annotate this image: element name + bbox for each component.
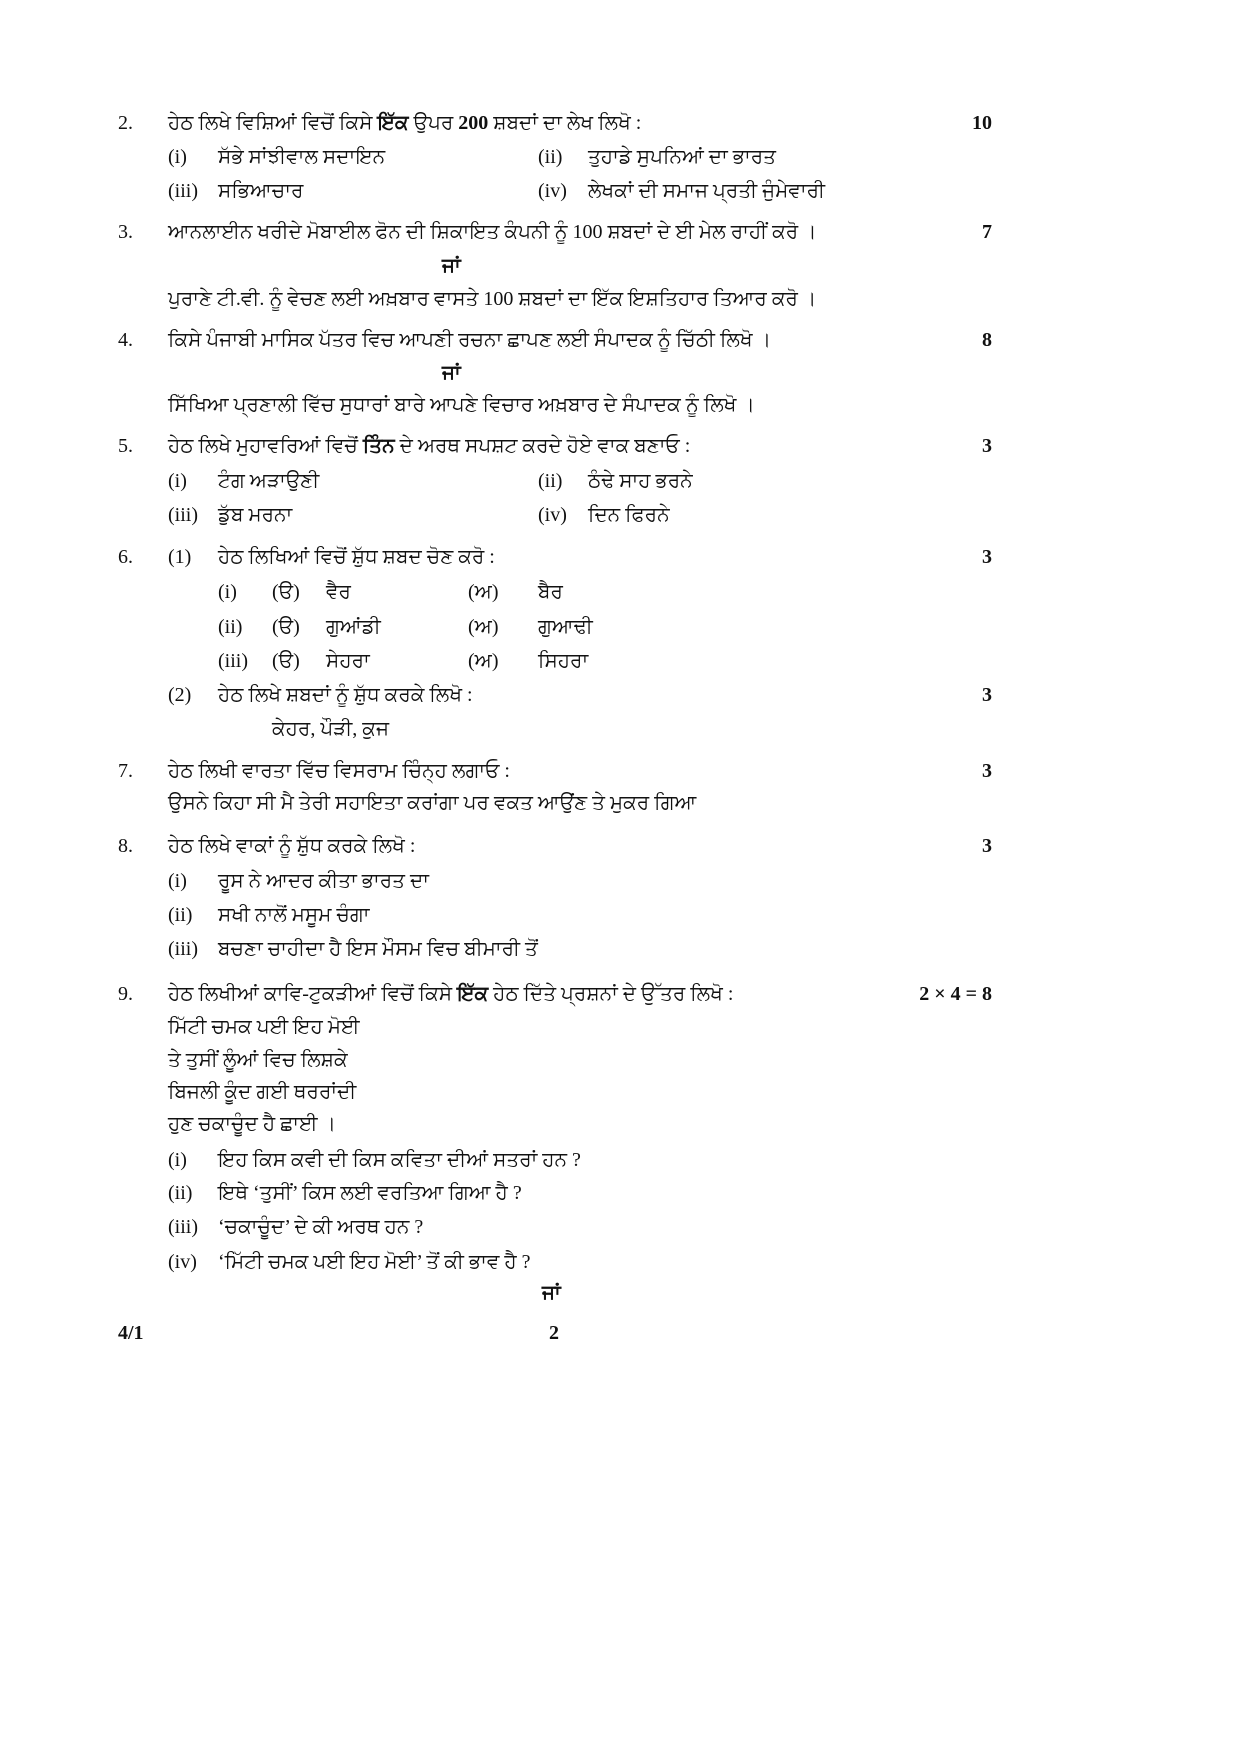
subquestion-label: (ii) <box>168 1182 193 1204</box>
choice-label: (ਅ) <box>468 581 499 603</box>
question-text: ਕਿਸੇ ਪੰਜਾਬੀ ਮਾਸਿਕ ਪੱਤਰ ਵਿਚ ਆਪਣੀ ਰਚਨਾ ਛਾਪਣ ਲਈ ਸੰਪਾਦਕ ਨੂੰ ਚਿੱਠੀ ਲਿਖੋ । <box>168 329 772 351</box>
text: ਸ਼ਬਦਾਂ ਦਾ ਲੇਖ ਲਿਖੋ : <box>488 112 642 134</box>
question-text: ਹੇਠ ਲਿਖੀ ਵਾਰਤਾ ਵਿੱਚ ਵਿਸਰਾਮ ਚਿੰਨ੍ਹ ਲਗਾਓ : <box>168 760 510 782</box>
subquestion-text: ‘ਚਕਾਚੂੰਦ’ ਦੇ ਕੀ ਅਰਥ ਹਨ ? <box>218 1216 424 1238</box>
option-text: ਲੇਖਕਾਂ ਦੀ ਸਮਾਜ ਪ੍ਰਤੀ ਜੁੰਮੇਵਾਰੀ <box>588 180 826 202</box>
choice-text: ਵੈਰ <box>326 581 351 603</box>
choice-text: ਸੇਹਰਾ <box>326 650 370 672</box>
marks: 7 <box>982 221 992 243</box>
or-label: ਜਾਂ <box>442 362 461 384</box>
item-text: ਰੂਸ ਨੇ ਆਦਰ ਕੀਤਾ ਭਾਰਤ ਦਾ <box>218 870 429 892</box>
emphasis: ਤਿੰਨ <box>362 435 395 457</box>
text: ਹੇਠ ਦਿੱਤੇ ਪ੍ਰਸ਼ਨਾਂ ਦੇ ਉੱਤਰ ਲਿਖੋ : <box>488 983 734 1005</box>
marks: 3 <box>982 684 992 706</box>
question-number: 6. <box>118 546 133 568</box>
marks: 8 <box>982 329 992 351</box>
text: ਉਪਰ <box>408 112 459 134</box>
question-text: ਹੇਠ ਲਿਖੇ ਵਾਕਾਂ ਨੂੰ ਸ਼ੁੱਧ ਕਰਕੇ ਲਿਖੋ : <box>168 835 416 857</box>
option-label: (iv) <box>538 180 567 202</box>
choice-text: ਸਿਹਰਾ <box>538 650 589 672</box>
row-label: (iii) <box>218 650 248 672</box>
emphasis: ਇੱਕ <box>457 983 489 1005</box>
option-text: ਤੁਹਾਡੇ ਸੁਪਨਿਆਂ ਦਾ ਭਾਰਤ <box>588 146 776 168</box>
option-label: (iv) <box>538 504 567 526</box>
marks: 3 <box>982 835 992 857</box>
row-label: (i) <box>218 581 237 603</box>
question-number: 3. <box>118 221 133 243</box>
option-text: ਡੁੱਬ ਮਰਨਾ <box>218 504 293 526</box>
text: ਹੇਠ ਲਿਖੇ ਵਿਸ਼ਿਆਂ ਵਿਚੋਂ ਕਿਸੇ <box>168 112 378 134</box>
choice-label: (ਅ) <box>468 650 499 672</box>
option-text: ਸਭਿਆਚਾਰ <box>218 180 304 202</box>
item-text: ਬਚਣਾ ਚਾਹੀਦਾ ਹੈ ਇਸ ਮੌਸਮ ਵਿਚ ਬੀਮਾਰੀ ਤੋਂ <box>218 938 538 960</box>
item-label: (i) <box>168 870 187 892</box>
subquestion-label: (i) <box>168 1149 187 1171</box>
marks: 3 <box>982 546 992 568</box>
question-number: 4. <box>118 329 133 351</box>
question-text <box>168 982 733 1006</box>
option-text: ਟੰਗ ਅੜਾਉਣੀ <box>218 470 320 492</box>
option-label: (i) <box>168 146 187 168</box>
part-label: (1) <box>168 546 192 568</box>
part-text: ਹੇਠ ਲਿਖੇ ਸ਼ਬਦਾਂ ਨੂੰ ਸ਼ੁੱਧ ਕਰਕੇ ਲਿਖੋ : <box>218 684 473 706</box>
marks: 10 <box>972 112 992 134</box>
emphasis: 200 <box>458 112 489 134</box>
question-text: ਆਨਲਾਈਨ ਖਰੀਦੇ ਮੋਬਾਈਲ ਫੋਨ ਦੀ ਸ਼ਿਕਾਇਤ ਕੰਪਨੀ ਨੂੰ 100 ਸ਼ਬਦਾਂ ਦੇ ਈ ਮੇਲ ਰਾਹੀਂ ਕਰੋ । <box>168 221 817 243</box>
poem-line: ਤੇ ਤੁਸੀਂ ਲੂੰਆਂ ਵਿਚ ਲਿਸ਼ਕੇ <box>168 1049 348 1071</box>
option-text: ਦਿਨ ਫਿਰਨੇ <box>588 504 670 526</box>
question-number: 2. <box>118 112 133 134</box>
item-label: (ii) <box>168 904 193 926</box>
subquestion-label: (iii) <box>168 1216 198 1238</box>
marks: 2 × 4 = 8 <box>919 983 992 1005</box>
text: ਦੇ ਅਰਥ ਸਪਸ਼ਟ ਕਰਦੇ ਹੋਏ ਵਾਕ ਬਣਾਓ : <box>394 435 691 457</box>
marks: 3 <box>982 760 992 782</box>
option-label: (iii) <box>168 504 198 526</box>
passage: ਉਸਨੇ ਕਿਹਾ ਸੀ ਮੈ ਤੇਰੀ ਸਹਾਇਤਾ ਕਰਾਂਗਾ ਪਰ ਵਕਤ ਆਉਂਣ ਤੇ ਮੁਕਰ ਗਿਆ <box>168 792 697 814</box>
item-label: (iii) <box>168 938 198 960</box>
question-text <box>168 434 690 458</box>
choice-text: ਬੈਰ <box>538 581 563 603</box>
choice-label: (ਅ) <box>468 616 499 638</box>
paper-code: 4/1 <box>118 1322 144 1344</box>
part-text: ਹੇਠ ਲਿਖਿਆਂ ਵਿਚੋਂ ਸ਼ੁੱਧ ਸ਼ਬਦ ਚੋਣ ਕਰੋ : <box>218 546 495 568</box>
or-label: ਜਾਂ <box>542 1282 561 1304</box>
page-number: 2 <box>549 1322 559 1344</box>
choice-label: (ੳ) <box>272 581 300 603</box>
subquestion-text: ਇਥੇ ‘ਤੁਸੀਂ’ ਕਿਸ ਲਈ ਵਰਤਿਆ ਗਿਆ ਹੈ ? <box>218 1182 522 1204</box>
alternative-text: ਸਿੱਖਿਆ ਪ੍ਰਣਾਲੀ ਵਿੱਚ ਸੁਧਾਰਾਂ ਬਾਰੇ ਆਪਣੇ ਵਿਚਾਰ ਅਖ਼ਬਾਰ ਦੇ ਸੰਪਾਦਕ ਨੂੰ ਲਿਖੋ । <box>168 394 755 416</box>
choice-text: ਗੁਆਂਡੀ <box>326 616 381 638</box>
option-label: (i) <box>168 470 187 492</box>
option-label: (ii) <box>538 146 563 168</box>
words: ਕੇਹਰ, ਪੌੜੀ, ਕੁਜ <box>272 718 389 740</box>
poem-line: ਮਿੱਟੀ ਚਮਕ ਪਈ ਇਹ ਮੋਈ <box>168 1016 360 1038</box>
or-label: ਜਾਂ <box>442 255 461 277</box>
option-label: (iii) <box>168 180 198 202</box>
alternative-text: ਪੁਰਾਣੇ ਟੀ.ਵੀ. ਨੂੰ ਵੇਚਣ ਲਈ ਅਖ਼ਬਾਰ ਵਾਸਤੇ 100 ਸ਼ਬਦਾਂ ਦਾ ਇੱਕ ਇਸ਼ਤਿਹਾਰ ਤਿਆਰ ਕਰੋ । <box>168 288 817 310</box>
choice-label: (ੳ) <box>272 616 300 638</box>
part-label: (2) <box>168 684 192 706</box>
question-number: 7. <box>118 760 133 782</box>
row-label: (ii) <box>218 616 243 638</box>
subquestion-text: ‘ਮਿੱਟੀ ਚਮਕ ਪਈ ਇਹ ਮੋਈ’ ਤੋਂ ਕੀ ਭਾਵ ਹੈ ? <box>218 1251 531 1273</box>
poem-line: ਬਿਜਲੀ ਕੂੰਦ ਗਈ ਥਰਰਾਂਦੀ <box>168 1081 357 1103</box>
option-label: (ii) <box>538 470 563 492</box>
emphasis: ਇੱਕ <box>377 112 409 134</box>
subquestion-text: ਇਹ ਕਿਸ ਕਵੀ ਦੀ ਕਿਸ ਕਵਿਤਾ ਦੀਆਂ ਸਤਰਾਂ ਹਨ ? <box>218 1149 581 1171</box>
item-text: ਸਖੀ ਨਾਲੋਂ ਮਸੂਮ ਚੰਗਾ <box>218 904 370 926</box>
choice-label: (ੳ) <box>272 650 300 672</box>
question-text <box>168 111 641 135</box>
subquestion-label: (iv) <box>168 1251 197 1273</box>
option-text: ਠੰਢੇ ਸਾਹ ਭਰਨੇ <box>588 470 693 492</box>
text: ਹੇਠ ਲਿਖੇ ਮੁਹਾਵਰਿਆਂ ਵਿਚੋਂ <box>168 435 363 457</box>
option-text: ਸੱਭੇ ਸਾਂਝੀਵਾਲ ਸਦਾਇਨ <box>218 146 386 168</box>
question-number: 5. <box>118 435 133 457</box>
marks: 3 <box>982 435 992 457</box>
question-number: 8. <box>118 835 133 857</box>
text: ਹੇਠ ਲਿਖੀਆਂ ਕਾਵਿ-ਟੁਕੜੀਆਂ ਵਿਚੋਂ ਕਿਸੇ <box>168 983 458 1005</box>
poem-line: ਹੁਣ ਚਕਾਚੂੰਦ ਹੈ ਛਾਈ । <box>168 1113 337 1135</box>
question-number: 9. <box>118 983 133 1005</box>
choice-text: ਗੁਆਢੀ <box>538 616 593 638</box>
